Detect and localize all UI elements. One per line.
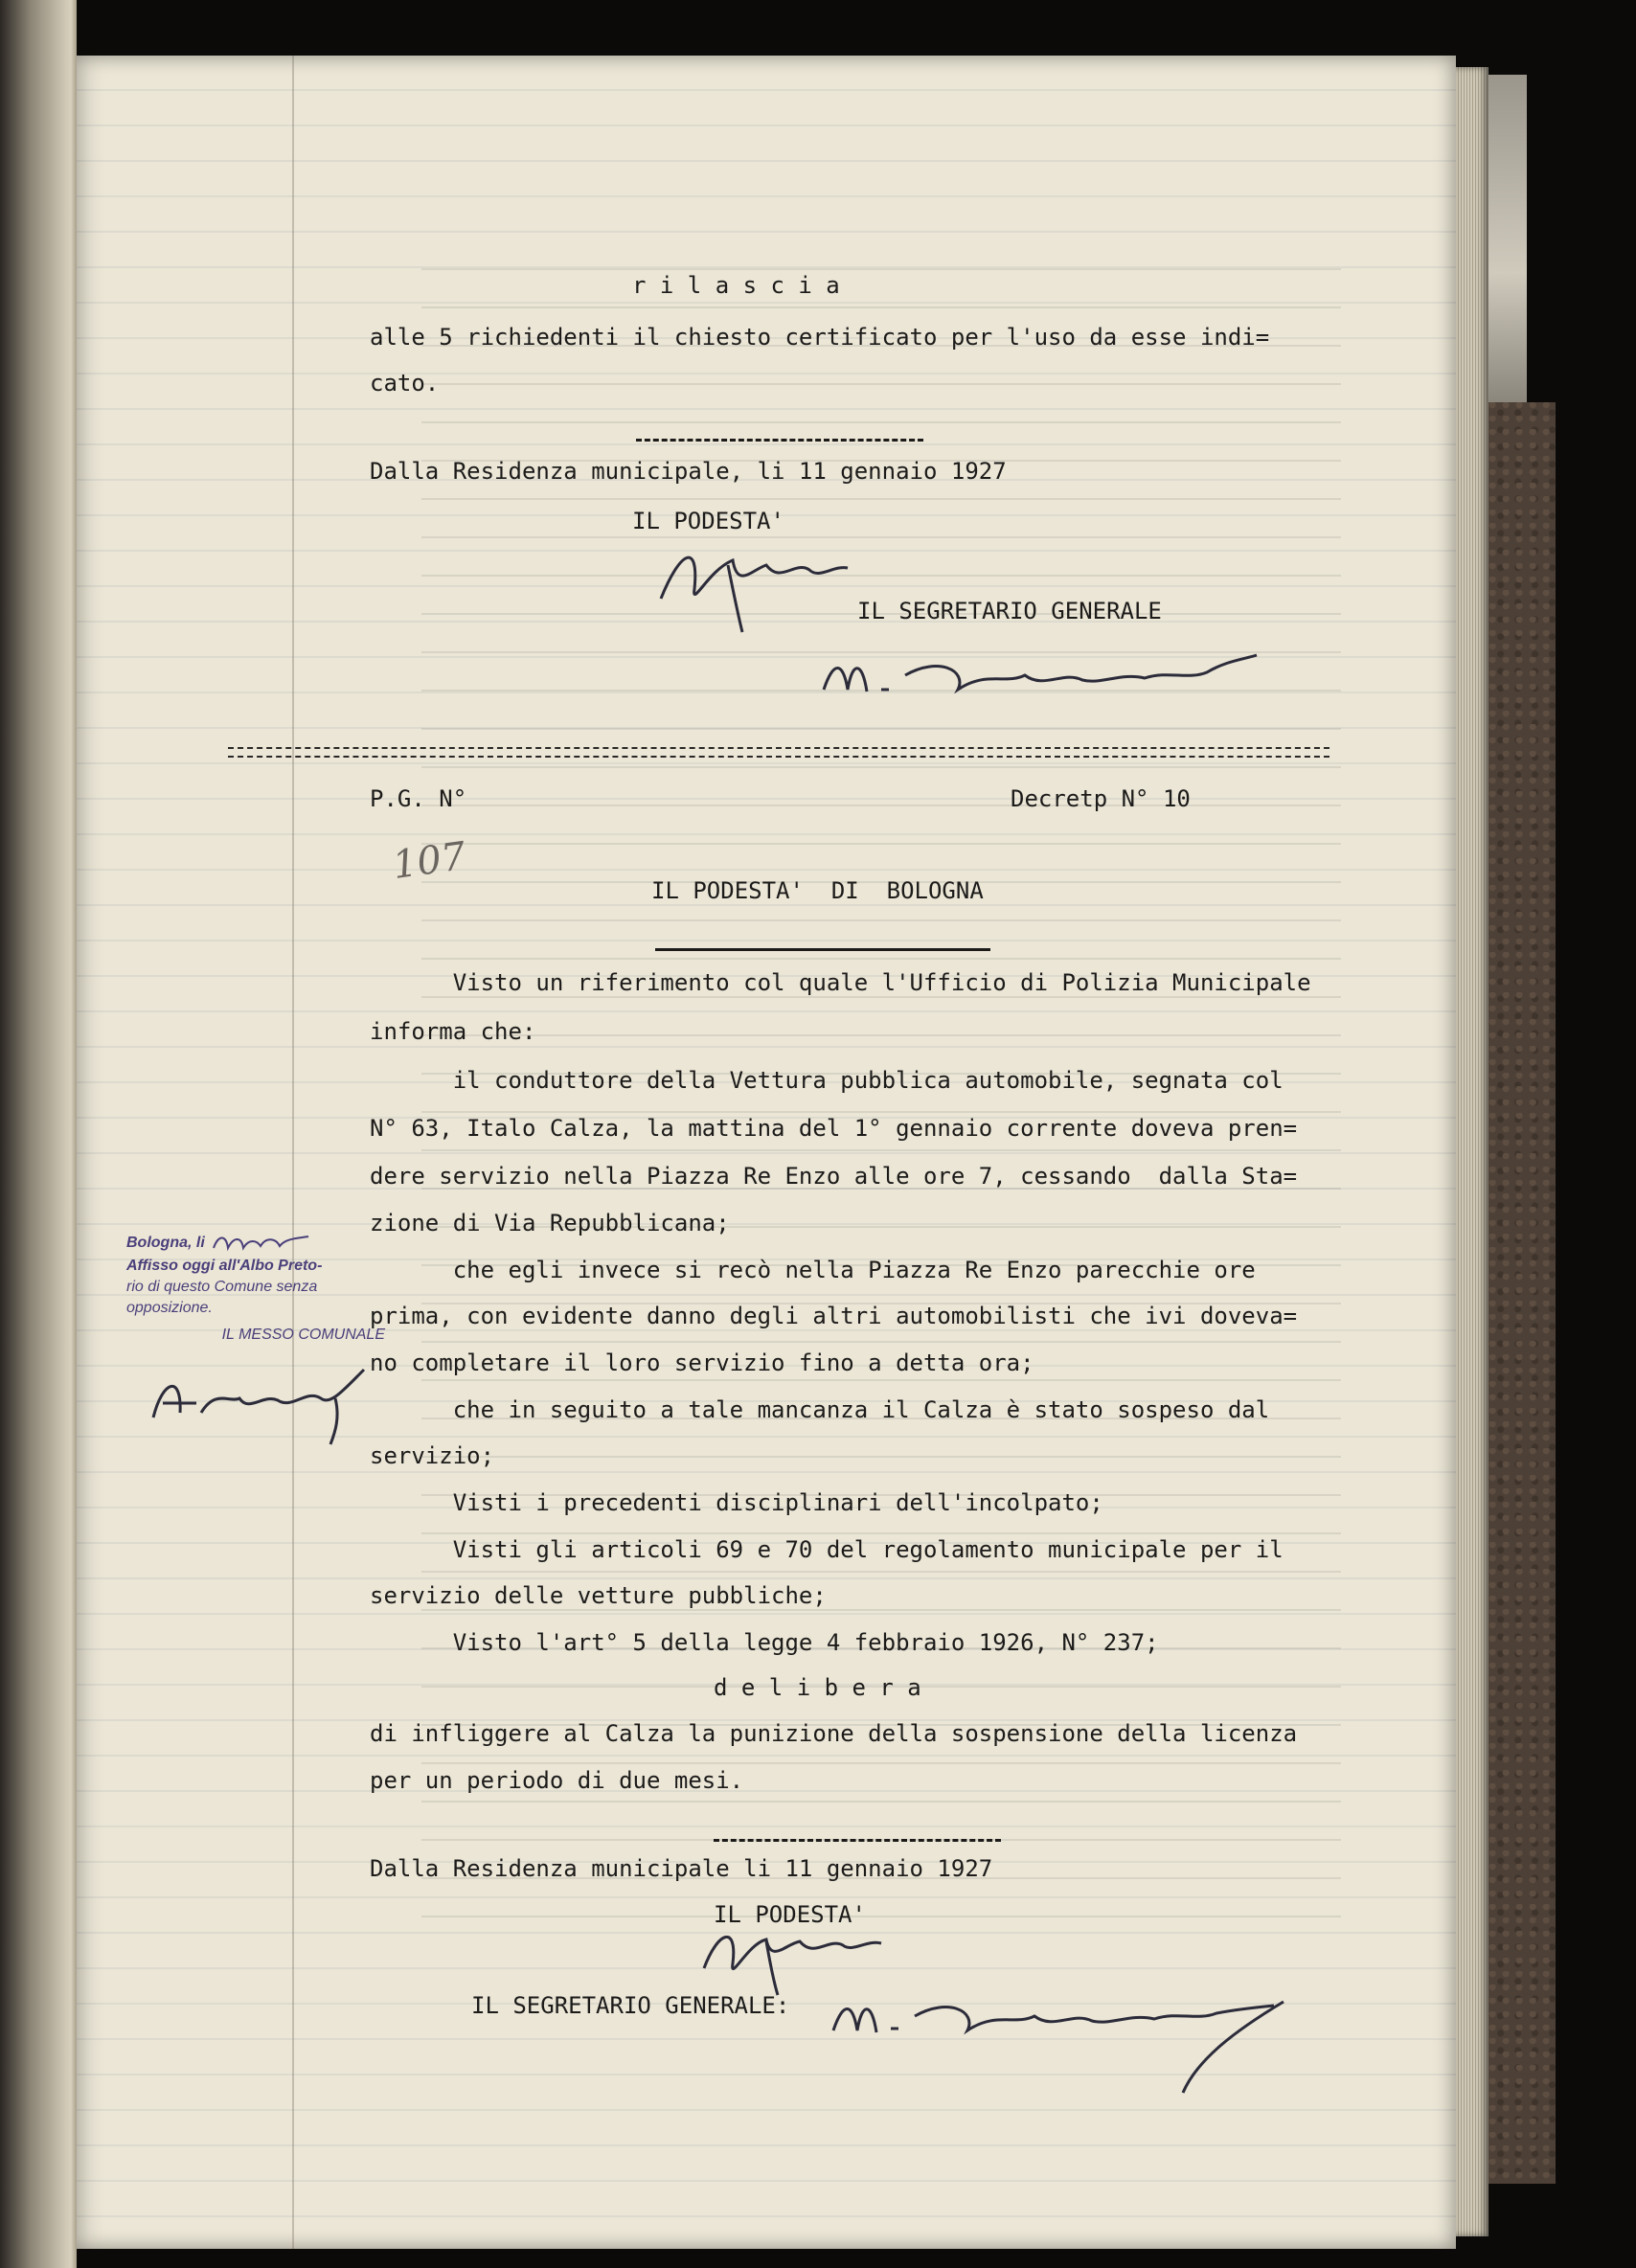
stamp-place: Bologna, li <box>126 1235 205 1252</box>
date-line-2: Dalla Residenza municipale li 11 gennaio 1927 <box>370 1855 993 1882</box>
section-divider-short <box>636 439 923 442</box>
section-divider-short-2 <box>714 1839 1001 1842</box>
pg-number-label: P.G. N° <box>370 785 467 812</box>
decision-line-1: di infliggere al Calza la punizione della sospensione della licenza <box>370 1720 1298 1747</box>
stamp-messo-label: IL MESSO COMUNALE <box>221 1327 385 1343</box>
body-line: Visto un riferimento col quale l'Ufficio di Polizia Municipale <box>370 969 1311 996</box>
book-cover-top <box>1488 75 1527 405</box>
body-line: zione di Via Repubblicana; <box>370 1210 730 1236</box>
handwritten-protocol-number: 107 <box>390 833 469 889</box>
affixation-stamp <box>126 1231 385 1346</box>
rilascia-body-line-2: cato. <box>370 370 440 397</box>
body-line: il conduttore della Vettura pubblica automobile, segnata col <box>370 1067 1284 1094</box>
margin-rule <box>292 56 294 2249</box>
stamp-line-3: rio di questo Comune senza <box>126 1279 318 1295</box>
book-binding-left <box>0 0 77 2268</box>
body-line: che egli invece si recò nella Piazza Re Enzo parecchie ore <box>370 1257 1256 1283</box>
segretario-signature-2 <box>824 1973 1303 2098</box>
rilascia-heading: r i l a s c i a <box>632 272 840 299</box>
body-line: Visti i precedenti disciplinari dell'incolpato; <box>370 1489 1103 1516</box>
body-line: che in seguito a tale mancanza il Calza è stato sospeso dal <box>370 1396 1270 1423</box>
decree-heading: IL PODESTA' DI BOLOGNA <box>651 877 984 904</box>
document-separator-double <box>228 747 1329 758</box>
stamp-line-4: opposizione. <box>126 1300 213 1316</box>
page-stack-edge <box>1456 67 1488 2236</box>
decree-number: Decretp N° 10 <box>1011 785 1191 812</box>
podesta-label-1: IL PODESTA' <box>632 508 784 534</box>
body-line: servizio; <box>370 1442 495 1469</box>
delibera-heading: d e l i b e r a <box>714 1674 921 1701</box>
body-line: Visti gli articoli 69 e 70 del regolamento municipale per il <box>370 1536 1284 1563</box>
decision-line-2: per un periodo di due mesi. <box>370 1767 744 1794</box>
stamp-handwritten-date <box>209 1231 314 1256</box>
messo-signature <box>144 1360 393 1446</box>
segretario-label-2: IL SEGRETARIO GENERALE: <box>471 1992 790 2019</box>
podesta-label-2: IL PODESTA' <box>714 1901 866 1928</box>
body-line: informa che: <box>370 1018 536 1045</box>
body-line: servizio delle vetture pubbliche; <box>370 1582 827 1609</box>
heading-underline <box>655 948 990 951</box>
stamp-line-1 <box>126 1231 385 1256</box>
body-line: N° 63, Italo Calza, la mattina del 1° gennaio corrente doveva pren= <box>370 1115 1298 1142</box>
segretario-signature-1 <box>814 632 1264 718</box>
body-line: prima, con evidente danno degli altri automobilisti che ivi doveva= <box>370 1303 1298 1329</box>
rilascia-body-line-1: alle 5 richiedenti il chiesto certificato per l'uso da esse indi= <box>370 324 1270 351</box>
stamp-line-2: Affisso oggi all'Albo Preto- <box>126 1258 323 1274</box>
body-line: no completare il loro servizio fino a detta ora; <box>370 1349 1034 1376</box>
body-line: dere servizio nella Piazza Re Enzo alle ore 7, cessando dalla Sta= <box>370 1163 1298 1190</box>
book-cover-marbled <box>1488 402 1556 2184</box>
segretario-label-1: IL SEGRETARIO GENERALE <box>857 598 1162 624</box>
date-line-1: Dalla Residenza municipale, li 11 gennaio 1927 <box>370 458 1007 485</box>
body-line: Visto l'art° 5 della legge 4 febbraio 1926, N° 237; <box>370 1629 1159 1656</box>
